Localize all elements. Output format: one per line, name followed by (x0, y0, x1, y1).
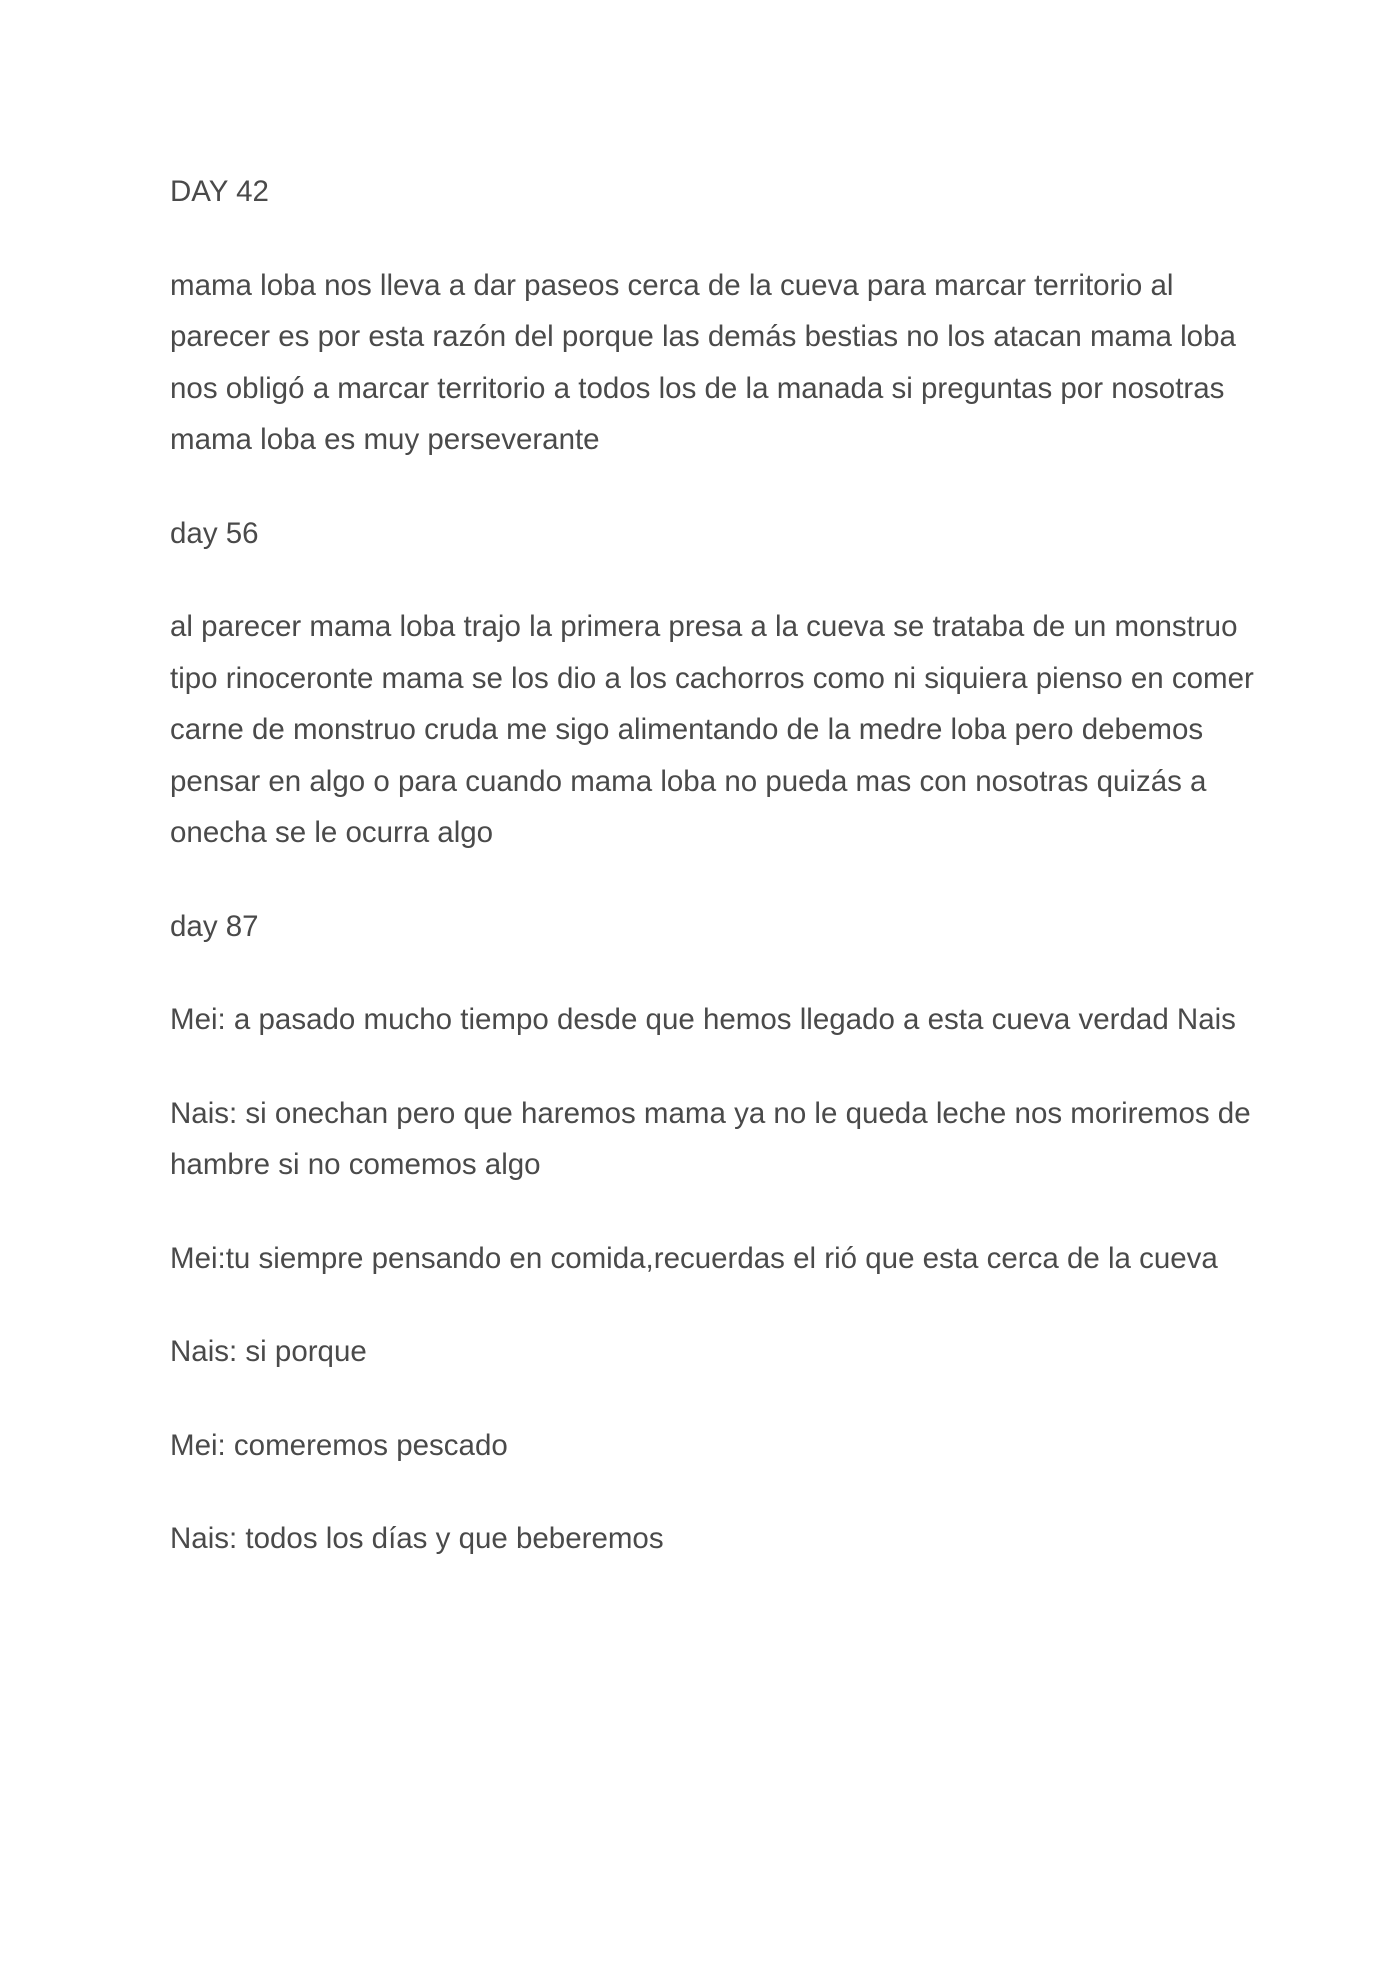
paragraph: al parecer mama loba trajo la primera presa a la cueva se trataba de un monstruo tipo rinoceronte mama se los dio a los cachorros como ni siquiera pienso en comer carne de monstruo cruda me sigo alimentando de la medre loba pero debemos pensar en algo o para cuando mama loba no pueda mas con nosotras quizás a onecha se le ocurra algo (170, 610, 1254, 849)
document-body (170, 166, 1260, 1565)
dialogue-line: Mei: comeremos pescado (170, 1428, 508, 1462)
dialogue-line: Mei:tu siempre pensando en comida,recuerdas el rió que esta cerca de la cueva (170, 1241, 1218, 1275)
paragraph: mama loba nos lleva a dar paseos cerca de la cueva para marcar territorio al parecer es por esta razón del porque las demás bestias no los atacan mama loba nos obligó a marcar territorio a todos los de la manada si preguntas por nosotras mama loba es muy perseverante (170, 268, 1236, 456)
dialogue-line: Nais: si porque (170, 1335, 367, 1368)
day-heading: DAY 42 (170, 175, 269, 208)
dialogue-line: Nais: todos los días y que beberemos (170, 1522, 664, 1555)
dialogue-line: Nais: si onechan pero que haremos mama ya no le queda leche nos moriremos de hambre si no comemos algo (170, 1096, 1251, 1181)
day-heading: day 87 (170, 909, 259, 943)
dialogue-line: Mei: a pasado mucho tiempo desde que hemos llegado a esta cueva verdad Nais (170, 1003, 1236, 1036)
day-heading: day 56 (170, 516, 259, 550)
